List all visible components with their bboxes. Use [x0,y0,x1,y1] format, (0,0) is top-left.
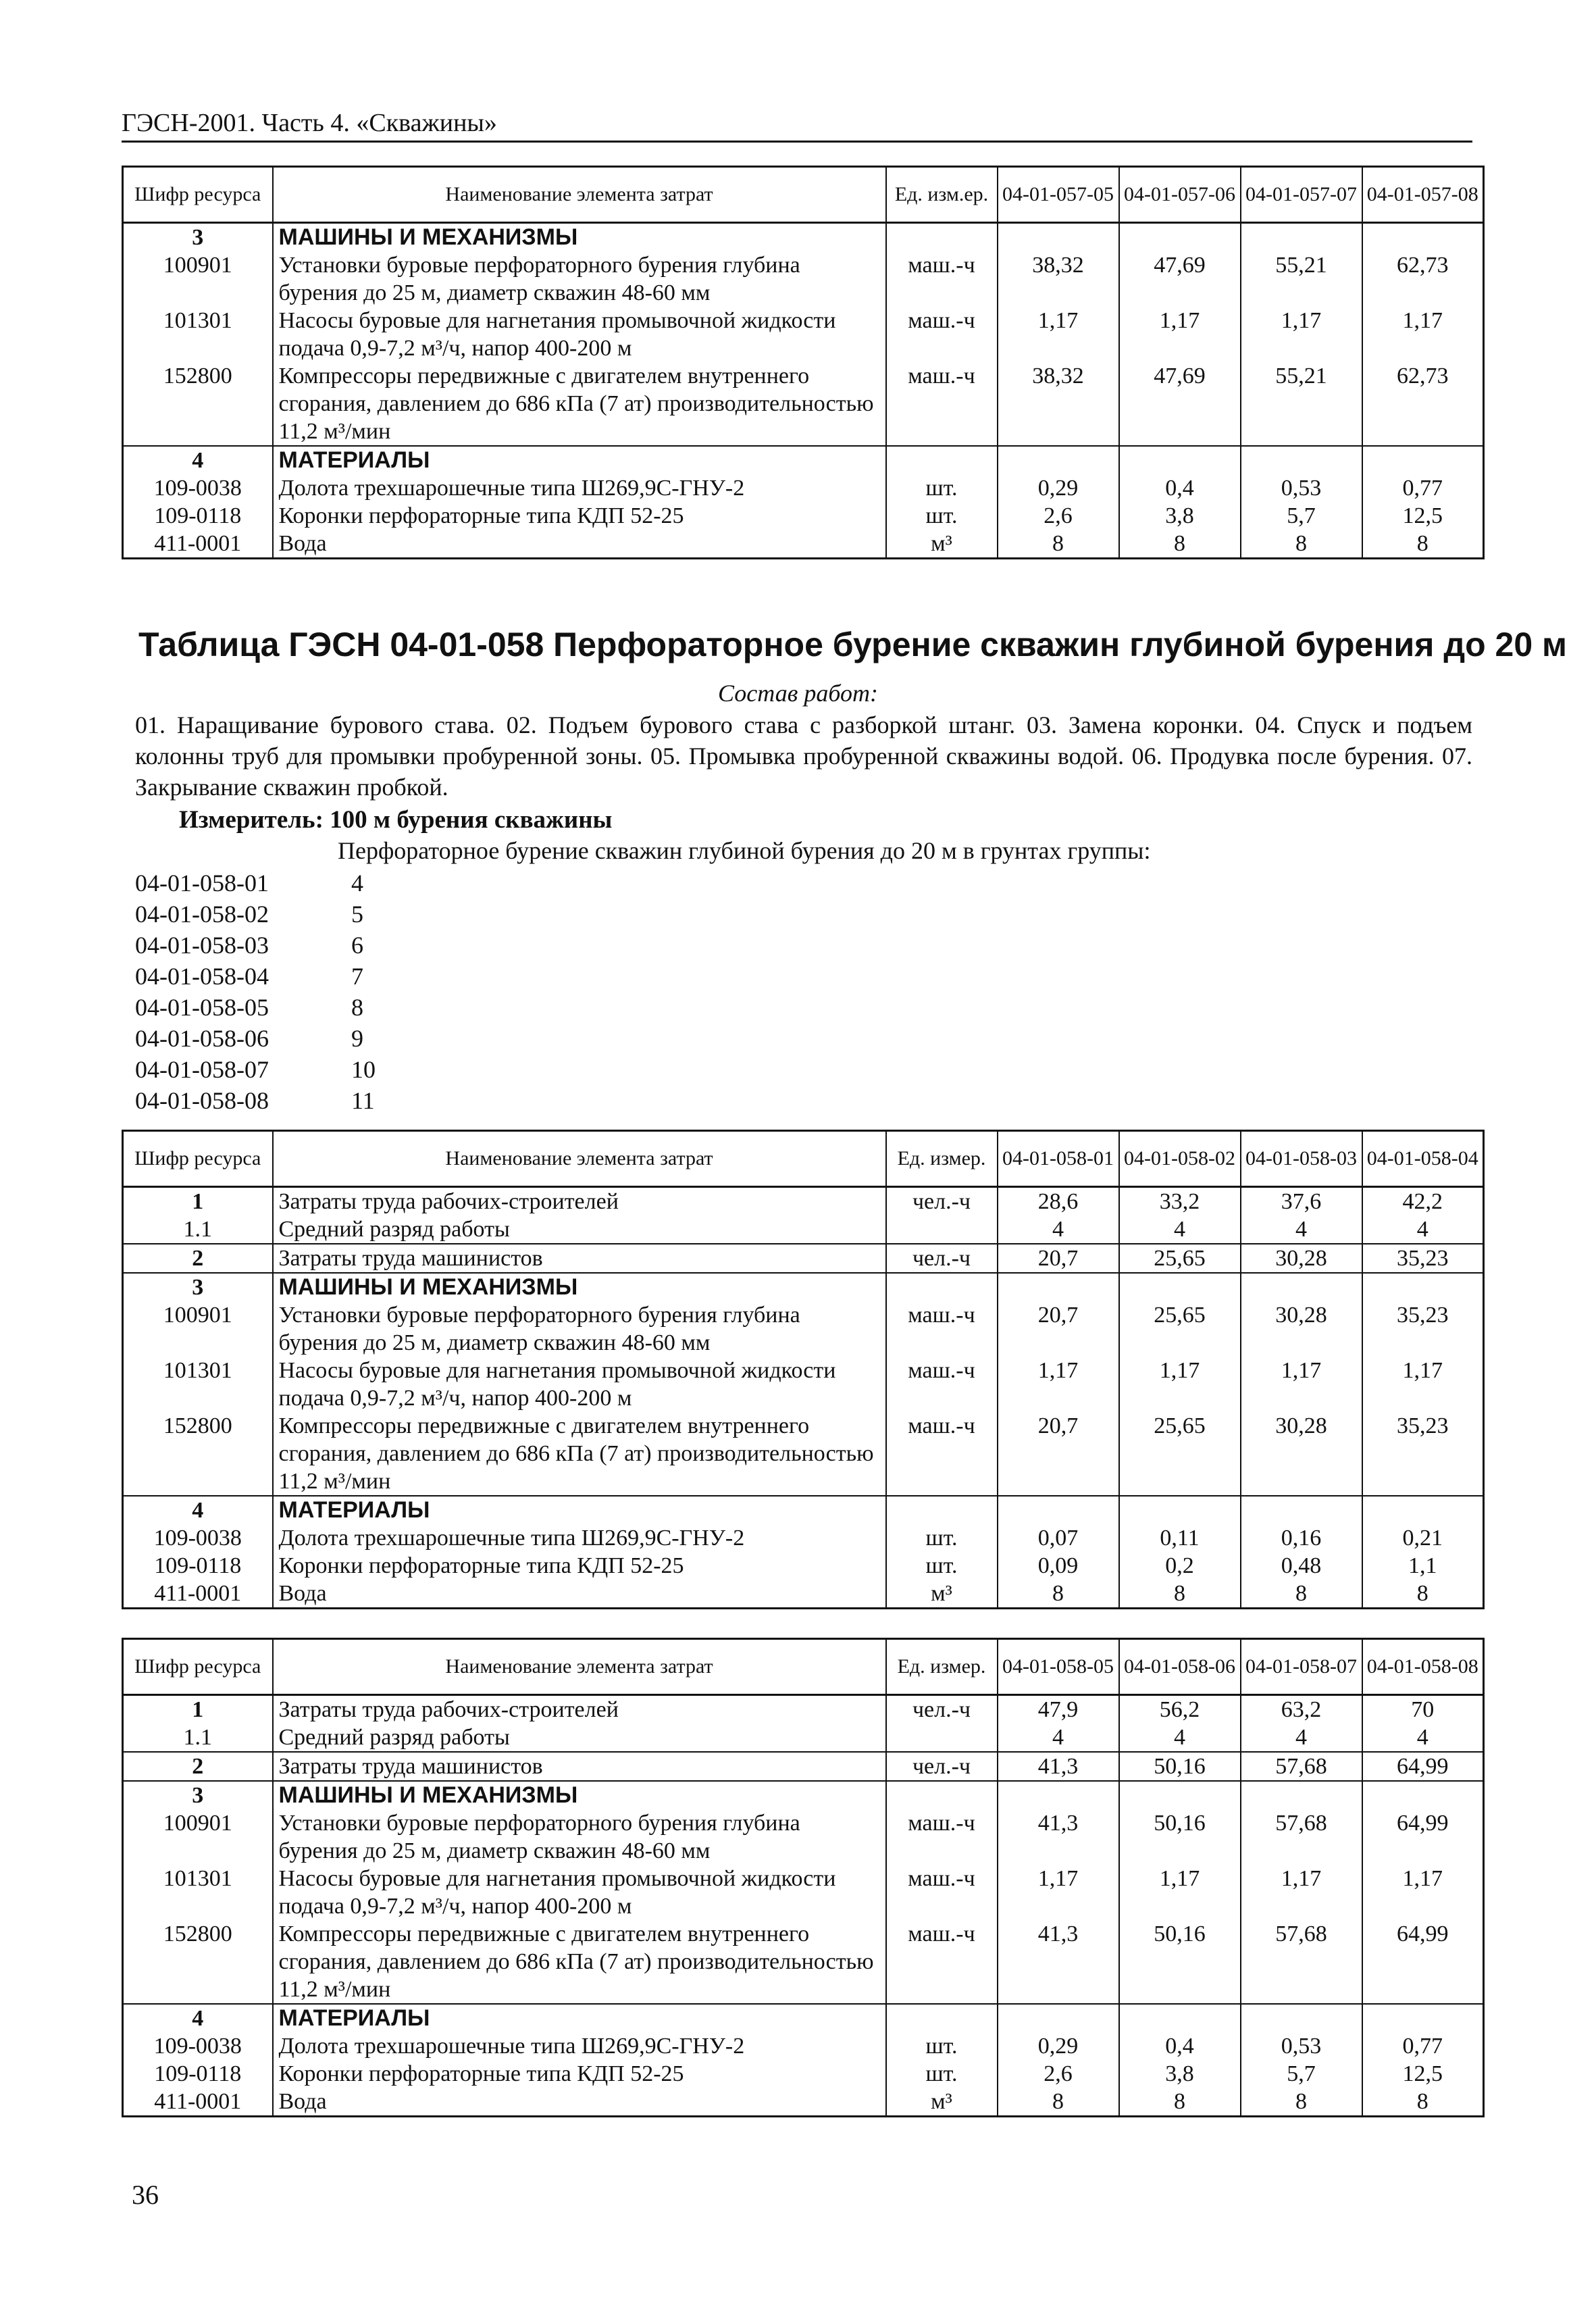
header-col-3: 04-01-057-07 [1241,167,1362,223]
variant-code: 04-01-058-06 [135,1025,269,1052]
table-header-row [123,1639,1484,1695]
unit-cell [886,1781,998,1809]
value-cell: 5,7 [1241,502,1362,530]
unit-cell: маш.-ч [886,362,998,446]
header-col-1: 04-01-058-05 [998,1639,1119,1695]
resource-code-cell: 4 [123,1496,273,1524]
variant-item [135,961,376,992]
value-cell: 35,23 [1362,1244,1484,1273]
value-cell: 41,3 [998,1752,1119,1781]
unit-cell [886,2004,998,2032]
table-row [123,1920,1484,2004]
item-name-cell: Установки буровые перфораторного бурения глубина бурения до 25 м, диаметр скважин 48-60 мм [273,1809,886,1865]
value-cell: 0,77 [1362,474,1484,502]
value-cell: 64,99 [1362,1752,1484,1781]
table-row [123,251,1484,307]
resource-code-cell: 2 [123,1752,273,1781]
resource-code-cell: 101301 [123,1865,273,1920]
resource-code-cell: 1 [123,1695,273,1724]
value-cell: 0,16 [1241,1524,1362,1552]
item-name-cell: Насосы буровые для нагнетания промывочной жидкости подача 0,9-7,2 м³/ч, напор 400-200 м [273,1865,886,1920]
value-cell: 0,09 [998,1552,1119,1580]
header-col-4: 04-01-058-08 [1362,1639,1484,1695]
value-cell: 62,73 [1362,251,1484,307]
value-cell [998,1781,1119,1809]
table-row [123,1695,1484,1724]
value-cell: 25,65 [1119,1412,1241,1496]
value-cell: 5,7 [1241,2060,1362,2088]
item-name-cell: Средний разряд работы [273,1724,886,1752]
table-row [123,1724,1484,1752]
page-number: 36 [132,2180,159,2210]
resource-code-cell: 152800 [123,362,273,446]
table-row [123,1301,1484,1357]
value-cell: 0,48 [1241,1552,1362,1580]
table-row [123,1187,1484,1216]
work-composition-text: 01. Наращивание бурового става. 02. Подъем бурового става с разборкой штанг. 03. Замена коронки. 04. Спуск и подъем колонны труб для промывки пробуренной зоны. 05. Промывка пробуренной скважины водой. 06. Продувка после бурения. 07. Закрывание скважин пробкой. [135,711,1472,801]
group-row [123,446,1484,474]
table-row [123,362,1484,446]
variant-soil-group: 9 [351,1025,363,1052]
resource-code-cell: 152800 [123,1412,273,1496]
value-cell: 0,07 [998,1524,1119,1552]
value-cell: 1,17 [1362,307,1484,362]
header-col-1: 04-01-058-01 [998,1131,1119,1187]
item-name-cell: Установки буровые перфораторного бурения глубина бурения до 25 м, диаметр скважин 48-60 мм [273,1301,886,1357]
unit-cell: маш.-ч [886,307,998,362]
value-cell: 1,17 [1362,1865,1484,1920]
variant-code: 04-01-058-07 [135,1056,269,1083]
value-cell: 12,5 [1362,2060,1484,2088]
resource-code-cell: 4 [123,2004,273,2032]
meter-label: Измеритель: 100 м бурения скважины [179,806,613,834]
unit-cell: маш.-ч [886,1809,998,1865]
resource-code-cell: 3 [123,1781,273,1809]
table-row [123,474,1484,502]
cost-table-058-b [122,1638,1485,2117]
unit-cell: маш.-ч [886,1865,998,1920]
value-cell: 33,2 [1119,1187,1241,1216]
unit-cell: шт. [886,2032,998,2060]
item-name-cell: Компрессоры передвижные с двигателем внутреннего сгорания, давлением до 686 кПа (7 ат) производительностью 11,2 м³/мин [273,1920,886,2004]
header-col-2: 04-01-058-06 [1119,1639,1241,1695]
resource-code-cell: 109-0118 [123,502,273,530]
variant-code: 04-01-058-01 [135,870,269,897]
variant-item [135,1054,376,1085]
resource-code-cell: 2 [123,1244,273,1273]
table-row [123,1412,1484,1496]
value-cell: 4 [998,1724,1119,1752]
resource-code-cell: 100901 [123,1809,273,1865]
value-cell: 1,17 [1119,307,1241,362]
table-row [123,1752,1484,1781]
meter-description: Перфораторное бурение скважин глубиной бурения до 20 м в грунтах группы: [338,837,1151,864]
resource-code-cell: 411-0001 [123,530,273,559]
group-row [123,1496,1484,1524]
value-cell: 70 [1362,1695,1484,1724]
resource-code-cell: 101301 [123,307,273,362]
item-name-cell: Затраты труда рабочих-строителей [273,1187,886,1216]
value-cell [1119,1496,1241,1524]
value-cell: 56,2 [1119,1695,1241,1724]
group-row [123,1273,1484,1301]
unit-cell [886,446,998,474]
header-name: Наименование элемента затрат [273,1131,886,1187]
value-cell: 38,32 [998,251,1119,307]
header-col-3: 04-01-058-03 [1241,1131,1362,1187]
resource-code-cell: 4 [123,446,273,474]
value-cell [1241,1273,1362,1301]
value-cell: 25,65 [1119,1301,1241,1357]
composition-label: Состав работ: [718,680,878,707]
value-cell: 1,17 [1119,1865,1241,1920]
resource-code-cell: 109-0038 [123,2032,273,2060]
item-name-cell: Коронки перфораторные типа КДП 52-25 [273,2060,886,2088]
unit-cell [886,1724,998,1752]
value-cell: 8 [1362,2088,1484,2117]
unit-cell: чел.-ч [886,1695,998,1724]
unit-cell: чел.-ч [886,1187,998,1216]
value-cell: 47,69 [1119,251,1241,307]
group-row [123,2004,1484,2032]
variant-soil-group: 8 [351,994,363,1021]
item-name-cell: МАТЕРИАЛЫ [273,446,886,474]
value-cell [1362,1496,1484,1524]
item-name-cell: Затраты труда рабочих-строителей [273,1695,886,1724]
table-row [123,2032,1484,2060]
value-cell: 47,69 [1119,362,1241,446]
value-cell: 4 [1241,1215,1362,1244]
variant-list [135,867,376,1116]
resource-code-cell: 1 [123,1187,273,1216]
value-cell: 50,16 [1119,1752,1241,1781]
value-cell: 4 [1362,1724,1484,1752]
header-unit: Ед. измер. [886,1131,998,1187]
value-cell [1119,2004,1241,2032]
header-col-1: 04-01-057-05 [998,167,1119,223]
variant-item [135,992,376,1023]
value-cell: 0,11 [1119,1524,1241,1552]
value-cell [1362,223,1484,252]
value-cell: 8 [1119,1580,1241,1609]
value-cell [1241,1781,1362,1809]
value-cell: 0,4 [1119,474,1241,502]
group-row [123,1781,1484,1809]
item-name-cell: Компрессоры передвижные с двигателем внутреннего сгорания, давлением до 686 кПа (7 ат) производительностью 11,2 м³/мин [273,362,886,446]
value-cell: 25,65 [1119,1244,1241,1273]
item-name-cell: Долота трехшарошечные типа Ш269,9С-ГНУ-2 [273,2032,886,2060]
resource-code-cell: 411-0001 [123,2088,273,2117]
value-cell: 0,21 [1362,1524,1484,1552]
item-name-cell: Затраты труда машинистов [273,1752,886,1781]
value-cell: 50,16 [1119,1920,1241,2004]
value-cell: 37,6 [1241,1187,1362,1216]
value-cell [998,1273,1119,1301]
table-title: Таблица ГЭСН 04-01-058 Перфораторное бурение скважин глубиной бурения до 20 м [138,626,1568,663]
table-header-row [123,167,1484,223]
value-cell: 3,8 [1119,502,1241,530]
value-cell: 0,77 [1362,2032,1484,2060]
resource-code-cell: 100901 [123,1301,273,1357]
value-cell: 42,2 [1362,1187,1484,1216]
header-col-2: 04-01-057-06 [1119,167,1241,223]
value-cell: 0,4 [1119,2032,1241,2060]
table-row [123,530,1484,559]
value-cell: 41,3 [998,1809,1119,1865]
cost-table-057 [122,166,1485,559]
group-row [123,223,1484,252]
variant-soil-group: 4 [351,870,363,897]
value-cell: 1,1 [1362,1552,1484,1580]
resource-code-cell: 1.1 [123,1724,273,1752]
value-cell [1119,1781,1241,1809]
unit-cell: м³ [886,1580,998,1609]
value-cell: 8 [1119,2088,1241,2117]
value-cell: 2,6 [998,2060,1119,2088]
item-name-cell: Вода [273,530,886,559]
header-col-3: 04-01-058-07 [1241,1639,1362,1695]
header-unit: Ед. изм.ер. [886,167,998,223]
unit-cell: маш.-ч [886,251,998,307]
variant-code: 04-01-058-03 [135,932,269,959]
unit-cell [886,223,998,252]
value-cell [1119,446,1241,474]
unit-cell: шт. [886,474,998,502]
unit-cell: маш.-ч [886,1412,998,1496]
value-cell: 4 [1241,1724,1362,1752]
value-cell [1362,446,1484,474]
variant-code: 04-01-058-05 [135,994,269,1021]
header-unit: Ед. измер. [886,1639,998,1695]
resource-code-cell: 100901 [123,251,273,307]
page-header: ГЭСН-2001. Часть 4. «Скважины» [122,108,1472,143]
item-name-cell: Насосы буровые для нагнетания промывочной жидкости подача 0,9-7,2 м³/ч, напор 400-200 м [273,1357,886,1412]
value-cell: 8 [1241,530,1362,559]
item-name-cell: МАШИНЫ И МЕХАНИЗМЫ [273,1781,886,1809]
value-cell: 8 [1362,1580,1484,1609]
value-cell: 63,2 [1241,1695,1362,1724]
item-name-cell: Насосы буровые для нагнетания промывочной жидкости подача 0,9-7,2 м³/ч, напор 400-200 м [273,307,886,362]
value-cell [998,2004,1119,2032]
value-cell: 8 [1241,1580,1362,1609]
resource-code-cell: 1.1 [123,1215,273,1244]
value-cell: 4 [1119,1724,1241,1752]
unit-cell: шт. [886,1552,998,1580]
value-cell: 1,17 [1362,1357,1484,1412]
table-row [123,1865,1484,1920]
value-cell: 1,17 [998,1357,1119,1412]
value-cell: 12,5 [1362,502,1484,530]
item-name-cell: МАТЕРИАЛЫ [273,2004,886,2032]
value-cell: 8 [998,2088,1119,2117]
item-name-cell: Коронки перфораторные типа КДП 52-25 [273,1552,886,1580]
table-row [123,2060,1484,2088]
value-cell: 28,6 [998,1187,1119,1216]
value-cell: 64,99 [1362,1920,1484,2004]
header-code: Шифр ресурса [123,167,273,223]
item-name-cell: Установки буровые перфораторного бурения глубина бурения до 25 м, диаметр скважин 48-60 мм [273,251,886,307]
value-cell: 8 [1241,2088,1362,2117]
unit-cell: чел.-ч [886,1244,998,1273]
unit-cell: маш.-ч [886,1357,998,1412]
value-cell [1119,1273,1241,1301]
value-cell [1241,446,1362,474]
variant-soil-group: 10 [351,1056,376,1083]
value-cell: 55,21 [1241,251,1362,307]
value-cell: 1,17 [998,1865,1119,1920]
item-name-cell: МАШИНЫ И МЕХАНИЗМЫ [273,223,886,252]
value-cell: 2,6 [998,502,1119,530]
value-cell: 62,73 [1362,362,1484,446]
value-cell: 1,17 [998,307,1119,362]
value-cell: 55,21 [1241,362,1362,446]
variant-code: 04-01-058-08 [135,1087,269,1114]
item-name-cell: МАТЕРИАЛЫ [273,1496,886,1524]
header-col-4: 04-01-057-08 [1362,167,1484,223]
value-cell: 8 [998,530,1119,559]
item-name-cell: Средний разряд работы [273,1215,886,1244]
value-cell: 35,23 [1362,1301,1484,1357]
resource-code-cell: 101301 [123,1357,273,1412]
value-cell: 30,28 [1241,1301,1362,1357]
value-cell: 8 [998,1580,1119,1609]
value-cell: 0,53 [1241,474,1362,502]
value-cell: 50,16 [1119,1809,1241,1865]
header-col-4: 04-01-058-04 [1362,1131,1484,1187]
resource-code-cell: 3 [123,1273,273,1301]
unit-cell: шт. [886,502,998,530]
value-cell [1362,1273,1484,1301]
table-row [123,307,1484,362]
resource-code-cell: 152800 [123,1920,273,2004]
value-cell: 35,23 [1362,1412,1484,1496]
item-name-cell: МАШИНЫ И МЕХАНИЗМЫ [273,1273,886,1301]
value-cell: 41,3 [998,1920,1119,2004]
header-name: Наименование элемента затрат [273,1639,886,1695]
value-cell [1362,2004,1484,2032]
value-cell: 20,7 [998,1301,1119,1357]
variant-soil-group: 11 [351,1087,375,1114]
value-cell [998,223,1119,252]
value-cell: 0,29 [998,474,1119,502]
value-cell [1362,1781,1484,1809]
value-cell: 1,17 [1241,1865,1362,1920]
unit-cell [886,1496,998,1524]
unit-cell: маш.-ч [886,1920,998,2004]
resource-code-cell: 109-0038 [123,474,273,502]
value-cell: 8 [1362,530,1484,559]
variant-item [135,867,376,899]
value-cell: 47,9 [998,1695,1119,1724]
unit-cell: м³ [886,2088,998,2117]
table-header-row [123,1131,1484,1187]
header-code: Шифр ресурса [123,1131,273,1187]
value-cell: 20,7 [998,1244,1119,1273]
table-row [123,502,1484,530]
value-cell: 57,68 [1241,1920,1362,2004]
variant-item [135,1085,376,1116]
header-code: Шифр ресурса [123,1639,273,1695]
value-cell: 4 [1362,1215,1484,1244]
item-name-cell: Компрессоры передвижные с двигателем внутреннего сгорания, давлением до 686 кПа (7 ат) производительностью 11,2 м³/мин [273,1412,886,1496]
unit-cell: шт. [886,2060,998,2088]
value-cell: 0,2 [1119,1552,1241,1580]
table-row [123,1215,1484,1244]
value-cell: 30,28 [1241,1244,1362,1273]
cost-table-058-a [122,1130,1485,1609]
unit-cell: шт. [886,1524,998,1552]
value-cell [1119,223,1241,252]
table-row [123,1580,1484,1609]
variant-item [135,930,376,961]
value-cell: 38,32 [998,362,1119,446]
value-cell: 1,17 [1119,1357,1241,1412]
variant-soil-group: 7 [351,963,363,990]
resource-code-cell: 3 [123,223,273,252]
resource-code-cell: 109-0038 [123,1524,273,1552]
value-cell: 1,17 [1241,1357,1362,1412]
unit-cell [886,1273,998,1301]
value-cell: 0,29 [998,2032,1119,2060]
table-row [123,1244,1484,1273]
variant-item [135,899,376,930]
value-cell: 1,17 [1241,307,1362,362]
table-row [123,2088,1484,2117]
value-cell: 57,68 [1241,1809,1362,1865]
variant-soil-group: 6 [351,932,363,959]
variant-item [135,1023,376,1054]
item-name-cell: Долота трехшарошечные типа Ш269,9С-ГНУ-2 [273,474,886,502]
table-row [123,1809,1484,1865]
value-cell: 57,68 [1241,1752,1362,1781]
value-cell [1241,223,1362,252]
value-cell: 8 [1119,530,1241,559]
variant-soil-group: 5 [351,901,363,928]
header-col-2: 04-01-058-02 [1119,1131,1241,1187]
variant-code: 04-01-058-04 [135,963,269,990]
value-cell: 64,99 [1362,1809,1484,1865]
value-cell [998,1496,1119,1524]
table-row [123,1552,1484,1580]
value-cell: 3,8 [1119,2060,1241,2088]
header-name: Наименование элемента затрат [273,167,886,223]
value-cell: 4 [1119,1215,1241,1244]
unit-cell: маш.-ч [886,1301,998,1357]
table-row [123,1524,1484,1552]
item-name-cell: Вода [273,1580,886,1609]
unit-cell: чел.-ч [886,1752,998,1781]
unit-cell: м³ [886,530,998,559]
value-cell [1241,2004,1362,2032]
resource-code-cell: 411-0001 [123,1580,273,1609]
value-cell: 4 [998,1215,1119,1244]
variant-code: 04-01-058-02 [135,901,269,928]
item-name-cell: Затраты труда машинистов [273,1244,886,1273]
value-cell: 30,28 [1241,1412,1362,1496]
value-cell [1241,1496,1362,1524]
unit-cell [886,1215,998,1244]
item-name-cell: Долота трехшарошечные типа Ш269,9С-ГНУ-2 [273,1524,886,1552]
resource-code-cell: 109-0118 [123,1552,273,1580]
item-name-cell: Вода [273,2088,886,2117]
value-cell [998,446,1119,474]
value-cell: 0,53 [1241,2032,1362,2060]
item-name-cell: Коронки перфораторные типа КДП 52-25 [273,502,886,530]
value-cell: 20,7 [998,1412,1119,1496]
table-row [123,1357,1484,1412]
resource-code-cell: 109-0118 [123,2060,273,2088]
